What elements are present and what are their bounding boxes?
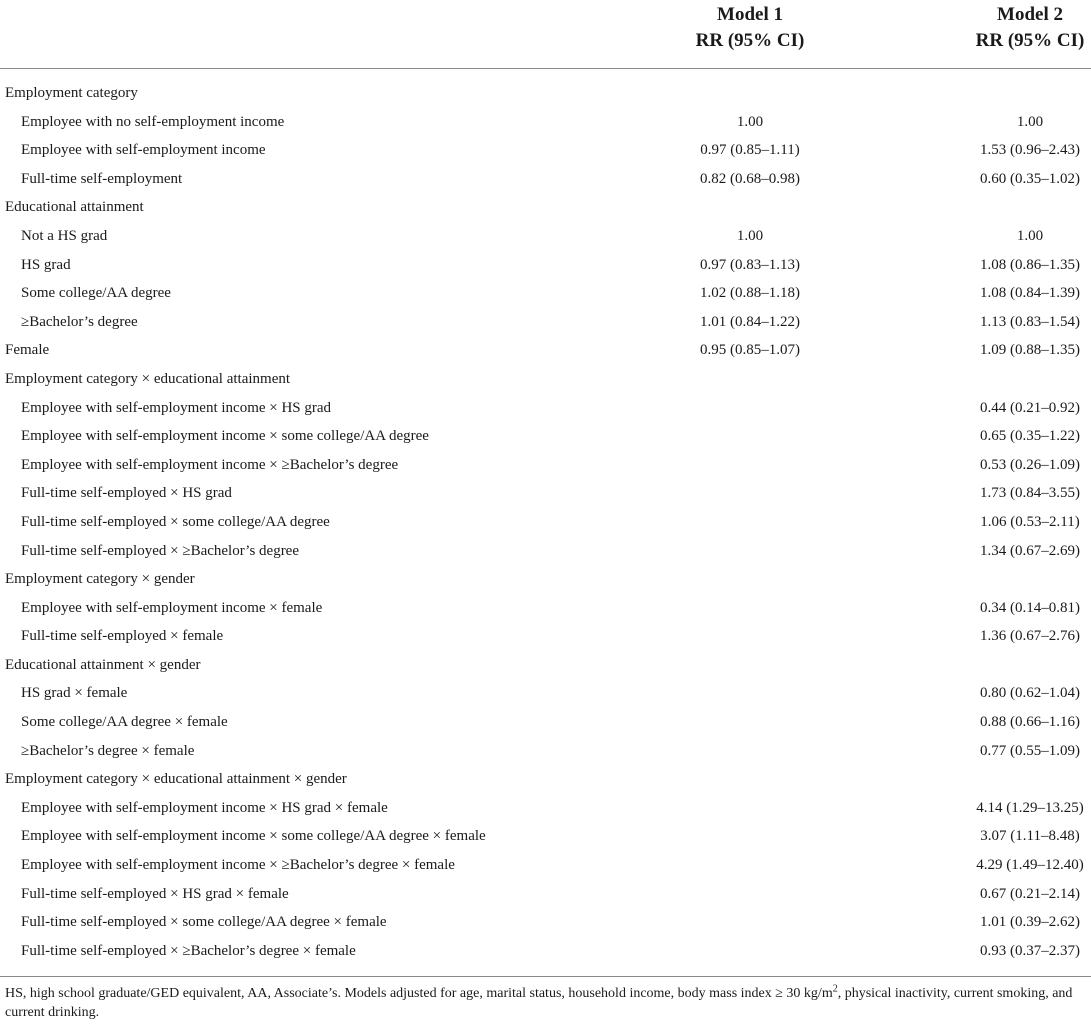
table-body (0, 79, 1091, 965)
table-row (0, 622, 1091, 651)
model2-value: 0.65 (0.35–1.22) (980, 428, 1080, 445)
section-row (0, 365, 1091, 394)
model2-value: 1.34 (0.67–2.69) (980, 542, 1080, 559)
model2-value: 1.06 (0.53–2.11) (980, 513, 1080, 530)
table-row (0, 937, 1091, 966)
model1-value: 0.82 (0.68–0.98) (700, 170, 800, 187)
table-row (0, 537, 1091, 566)
row-label: Educational attainment × gender (5, 656, 201, 673)
model1-subtitle: RR (95% CI) (695, 30, 805, 51)
footnote-text: HS, high school graduate/GED equivalent, AA, Associate’s. Models adjusted for age, marital status, household income, body mass index ≥ 30 kg/m (5, 986, 833, 1001)
model2-value: 4.14 (1.29–13.25) (976, 799, 1084, 816)
section-row (0, 765, 1091, 794)
row-label: Full-time self-employed × ≥Bachelor’s degree × female (21, 942, 356, 959)
model1-value: 1.00 (736, 227, 764, 244)
footer-rule (0, 976, 1091, 977)
table-row (0, 451, 1091, 480)
model1-value: 1.02 (0.88–1.18) (700, 285, 800, 302)
row-label: Some college/AA degree (21, 285, 171, 302)
row-label: Not a HS grad (21, 227, 108, 244)
row-label: Employee with self-employment income × ≥Bachelor’s degree × female (21, 857, 455, 874)
row-label: HS grad × female (21, 685, 128, 702)
model2-value: 4.29 (1.49–12.40) (976, 857, 1084, 874)
model1-value: 1.01 (0.84–1.22) (700, 313, 800, 330)
table-row (0, 679, 1091, 708)
model2-value: 1.36 (0.67–2.76) (980, 628, 1080, 645)
model2-value: 1.53 (0.96–2.43) (980, 142, 1080, 159)
table-footnote (5, 984, 1087, 1022)
model2-title: Model 2 (997, 4, 1063, 25)
row-label: Full-time self-employed × some college/AA degree (21, 513, 330, 530)
model1-value: 0.97 (0.85–1.11) (700, 142, 800, 159)
model2-value: 0.93 (0.37–2.37) (980, 942, 1080, 959)
table-row (0, 479, 1091, 508)
model2-value: 0.88 (0.66–1.16) (980, 714, 1080, 731)
model2-value: 1.08 (0.86–1.35) (980, 256, 1080, 273)
table-row (0, 508, 1091, 537)
model2-value: 0.80 (0.62–1.04) (980, 685, 1080, 702)
model2-value: 1.13 (0.83–1.54) (980, 313, 1080, 330)
section-row (0, 651, 1091, 680)
model2-value: 0.77 (0.55–1.09) (980, 742, 1080, 759)
row-label: Employee with self-employment income × some college/AA degree × female (21, 828, 486, 845)
model2-value: 1.00 (1016, 227, 1044, 244)
section-row (0, 79, 1091, 108)
model1-value: 0.97 (0.83–1.13) (700, 256, 800, 273)
row-label: Full-time self-employed × ≥Bachelor’s degree (21, 542, 299, 559)
section-row (0, 565, 1091, 594)
model1-column-header (660, 2, 840, 54)
row-label: Educational attainment (5, 199, 144, 216)
table-row (0, 880, 1091, 909)
row-label: Full-time self-employed × HS grad (21, 485, 232, 502)
section-row (0, 336, 1091, 365)
model2-value: 1.00 (1016, 113, 1044, 130)
table-row (0, 737, 1091, 766)
row-label: Employee with self-employment income × HS grad (21, 399, 332, 416)
row-label: Female (5, 342, 50, 359)
table-row (0, 422, 1091, 451)
row-label: Some college/AA degree × female (21, 714, 228, 731)
model2-value: 0.60 (0.35–1.02) (980, 170, 1080, 187)
model2-value: 1.01 (0.39–2.62) (980, 914, 1080, 931)
row-label: Employment category × educational attainment (5, 370, 291, 387)
table-row (0, 851, 1091, 880)
table-header (0, 0, 1091, 69)
row-label: Full-time self-employed × some college/AA degree × female (21, 914, 387, 931)
footnote-superscript: 2 (832, 983, 838, 995)
table-row (0, 279, 1091, 308)
table-row (0, 908, 1091, 937)
row-label: Employee with self-employment income × some college/AA degree (21, 428, 429, 445)
model2-value: 0.34 (0.14–0.81) (980, 599, 1080, 616)
row-label: Employee with self-employment income × female (21, 599, 323, 616)
footnote-text-after: , physical inactivity, current smoking, and current drinking. (5, 986, 1073, 1020)
row-label: Employment category (5, 85, 138, 101)
row-label: Full-time self-employment (21, 170, 183, 187)
model2-value: 3.07 (1.11–8.48) (980, 828, 1080, 845)
table-row (0, 794, 1091, 823)
table-row (0, 136, 1091, 165)
table-row (0, 594, 1091, 623)
table-row (0, 108, 1091, 137)
row-label: ≥Bachelor’s degree × female (21, 742, 195, 759)
table-row (0, 165, 1091, 194)
table-row (0, 222, 1091, 251)
row-label: Employee with self-employment income × HS grad × female (21, 799, 388, 816)
section-row (0, 193, 1091, 222)
table-row (0, 308, 1091, 337)
row-label: Employee with self-employment income (21, 142, 266, 159)
model2-value: 1.08 (0.84–1.39) (980, 285, 1080, 302)
table-row (0, 822, 1091, 851)
model2-subtitle: RR (95% CI) (975, 30, 1085, 51)
model2-value: 0.53 (0.26–1.09) (980, 456, 1080, 473)
table-row (0, 394, 1091, 423)
row-label: Employee with no self-employment income (21, 113, 285, 130)
model2-value: 0.44 (0.21–0.92) (980, 399, 1080, 416)
row-label: Full-time self-employed × female (21, 628, 224, 645)
table-row (0, 251, 1091, 280)
model2-value: 1.73 (0.84–3.55) (980, 485, 1080, 502)
table-row (0, 708, 1091, 737)
model2-value: 1.09 (0.88–1.35) (980, 342, 1080, 359)
model1-value: 0.95 (0.85–1.07) (700, 342, 800, 359)
model2-value: 0.67 (0.21–2.14) (980, 885, 1080, 902)
row-label: Full-time self-employed × HS grad × female (21, 885, 289, 902)
model1-title: Model 1 (717, 4, 783, 25)
row-label: ≥Bachelor’s degree (21, 313, 138, 330)
row-label: Employee with self-employment income × ≥Bachelor’s degree (21, 456, 399, 473)
row-label: Employment category × educational attainment × gender (5, 771, 347, 788)
row-label: HS grad (21, 256, 71, 273)
model2-column-header (940, 2, 1091, 54)
row-label: Employment category × gender (5, 571, 195, 588)
model1-value: 1.00 (736, 113, 764, 130)
